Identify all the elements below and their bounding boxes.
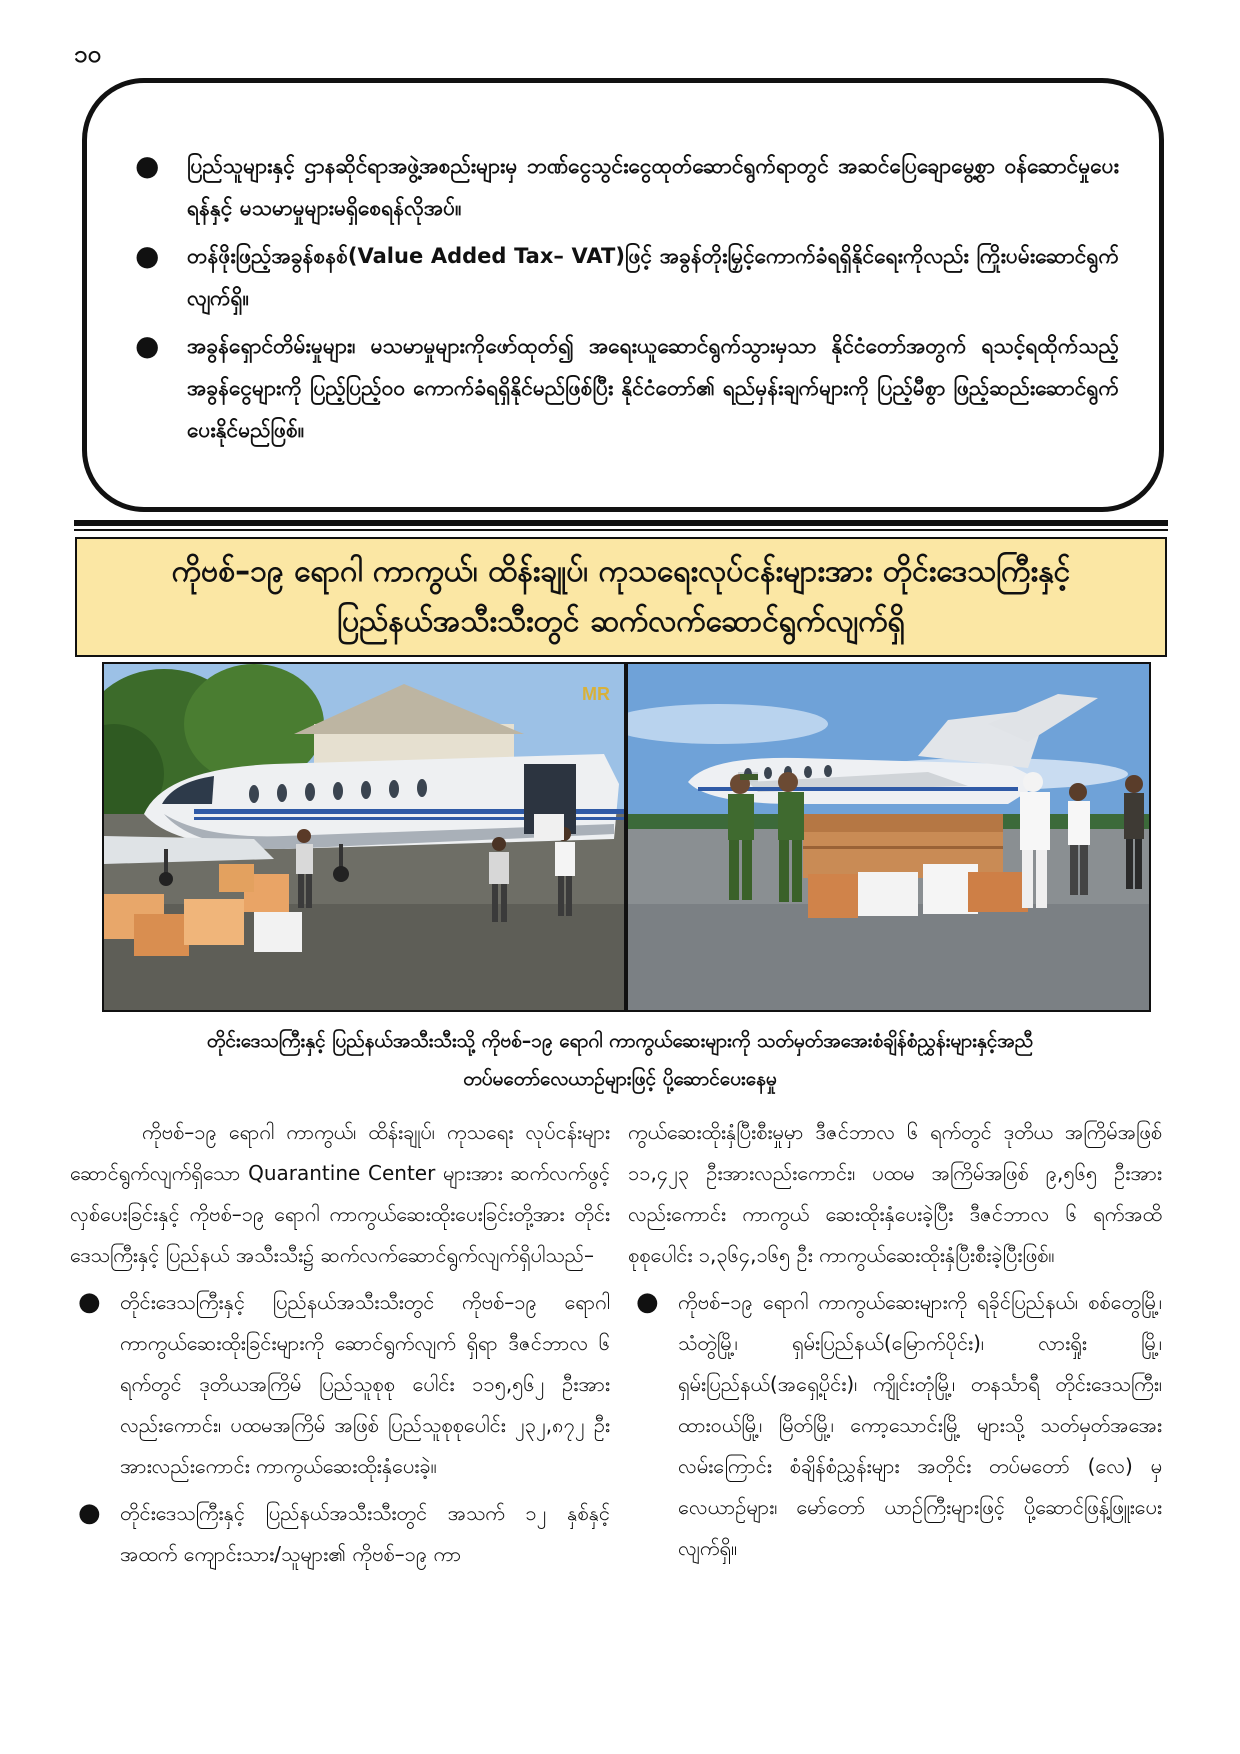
page-number: ၁၀ [74,40,101,68]
article-bullet [70,1493,610,1575]
bullet-icon: ● [135,149,160,182]
bullet-icon: ● [135,239,160,272]
continuation-paragraph: ကွယ်ဆေးထိုးနှံပြီးစီးမှုမှာ ဒီဇင်ဘာလ ၆ ရက်တွင် ဒုတိယ အကြိမ်အဖြစ် ၁၁,၄၂၃ ဦးအားလည်းကောင်း၊ ပထမ အကြိမ်အဖြစ် ၉,၅၆၅ ဦးအားလည်းကောင်း ကာကွယ် ဆေးထိုးနှံပေးခဲ့ပြီး ဒီဇင်ဘာလ ၆ ရက်အထိ စုစုပေါင်း ၁,၃၆၄,၁၆၅ ဦး ကာကွယ်ဆေးထိုးနှံပြီးစီးခဲ့ပြီးဖြစ်။ [628,1120,1162,1267]
box-bullet-item [123,235,1119,319]
section-divider [74,520,1168,526]
box-bullet-item [123,325,1119,451]
box-bullet-text: အခွန်ရှောင်တိမ်းမှုများ၊ မသမာမှုများကိုဖော်ထုတ်၍ အရေးယူဆောင်ရွက်သွားမှသာ နိုင်ငံတော်အတွက် ရသင့်ရထိုက်သည့် အခွန်ငွေများကို ပြည့်ပြည့်ဝဝ ကောက်ခံရရှိနိုင်မည်ဖြစ်ပြီး နိုင်ငံတော်၏ ရည်မှန်းချက်များကို ပြည့်မီစွာ ဖြည့်ဆည်းဆောင်ရွက်ပေးနိုင်မည်ဖြစ်။ [187,334,1119,442]
photo-plane-loading [104,664,624,1010]
bullet-icon: ● [636,1287,659,1317]
box-bullet-text: တန်ဖိုးဖြည့်အခွန်စနစ်(Value Added Tax– VAT)ဖြင့် အခွန်တိုးမြှင့်ကောက်ခံရရှိနိုင်ရေးကိုလည်း ကြိုးပမ်းဆောင်ရွက်လျက်ရှိ။ [187,244,1119,310]
box-bullet-item [123,145,1119,229]
intro-paragraph: ကိုဗစ်–၁၉ ရောဂါ ကာကွယ်၊ ထိန်းချုပ်၊ ကုသရေး လုပ်ငန်းများ ဆောင်ရွက်လျက်ရှိသော Quarantine Center များအား ဆက်လက်ဖွင့်လှစ်ပေးခြင်းနှင့် ကိုဗစ်–၁၉ ရောဂါ ကာကွယ်ဆေးထိုးပေးခြင်းတို့အား တိုင်းဒေသကြီးနှင့် ပြည်နယ် အသီးသီး၌ ဆက်လက်ဆောင်ရွက်လျက်ရှိပါသည်– [70,1120,610,1267]
headline-line-1: ကိုဗစ်–၁၉ ရောဂါ ကာကွယ်၊ ထိန်းချုပ်၊ ကုသရေးလုပ်ငန်းများအား တိုင်းဒေသကြီးနှင့် [171,554,1071,589]
article-bullet-text: တိုင်းဒေသကြီးနှင့် ပြည်နယ်အသီးသီးတွင် အသက် ၁၂ နှစ်နှင့်အထက် ကျောင်းသား/သူများ၏ ကိုဗစ်–၁၉ ကာ [120,1501,610,1566]
article-bullet-text: တိုင်းဒေသကြီးနှင့် ပြည်နယ်အသီးသီးတွင် ကိုဗစ်–၁၉ ရောဂါ ကာကွယ်ဆေးထိုးခြင်းများကို ဆောင်ရွက်လျက် ရှိရာ ဒီဇင်ဘာလ ၆ ရက်တွင် ဒုတိယအကြိမ် ပြည်သူစုစု ပေါင်း ၁၁၅,၅၆၂ ဦးအားလည်းကောင်း၊ ပထမအကြိမ် အဖြစ် ပြည်သူစုစုပေါင်း ၂၃၂,၈၇၂ ဦးအားလည်းကောင်း ကာကွယ်ဆေးထိုးနှံပေးခဲ့။ [120,1290,610,1478]
bullet-icon: ● [135,329,160,362]
section-headline [75,537,1167,657]
photo-strip [102,662,1151,1012]
bullet-icon: ● [78,1498,101,1528]
right-column [628,1112,1162,1569]
caption-line-2: တပ်မတော်လေယာဉ်များဖြင့် ပို့ဆောင်ပေးနေမှု [463,1068,777,1090]
tv-logo: MR [582,684,610,704]
caption-line-1: တိုင်းဒေသကြီးနှင့် ပြည်နယ်အသီးသီးသို့ ကိုဗစ်–၁၉ ရောဂါ ကာကွယ်ဆေးများကို သတ်မှတ်အအေးစံချိန်စံညွှန်းများနှင့်အညီ [206,1030,1034,1052]
photo-caption [90,1022,1150,1098]
box-bullet-text: ပြည်သူများနှင့် ဌာနဆိုင်ရာအဖွဲ့အစည်းများမှ ဘဏ်ငွေသွင်းငွေထုတ်ဆောင်ရွက်ရာတွင် အဆင်ပြေချောမွေ့စွာ ဝန်ဆောင်မှုပေးရန်နှင့် မသမာမှုများမရှိစေရန်လိုအပ်။ [187,154,1119,220]
left-column [70,1112,610,1575]
article-bullet [70,1282,610,1487]
headline-line-2: ပြည်နယ်အသီးသီးတွင် ဆက်လက်ဆောင်ရွက်လျက်ရှိ [337,604,905,639]
article-bullet [628,1282,1162,1569]
article-bullet-text: ကိုဗစ်–၁၉ ရောဂါ ကာကွယ်ဆေးများကို ရခိုင်ပြည်နယ်၊ စစ်တွေမြို့၊ သံတွဲမြို့၊ ရှမ်းပြည်နယ်(မြောက်ပိုင်း)၊ လားရှိုး မြို့၊ ရှမ်းပြည်နယ်(အရှေ့ပိုင်း)၊ ကျိုင်းတုံမြို့၊ တနင်္သာရီ တိုင်းဒေသကြီး၊ ထားဝယ်မြို့၊ မြိတ်မြို့၊ ကော့သောင်းမြို့ များသို့ သတ်မှတ်အအေးလမ်းကြောင်း စံချိန်စံညွှန်းများ အတိုင်း တပ်မတော် (လေ) မှ လေယာဉ်များ၊ မော်တော် ယာဉ်ကြီးများဖြင့် ပို့ဆောင်ဖြန့်ဖြူးပေးလျက်ရှိ။ [678,1290,1162,1560]
bullet-icon: ● [78,1287,101,1317]
summary-box [82,78,1164,512]
section-divider-thin [74,529,1168,531]
photo-vaccine-handover [628,664,1149,1010]
